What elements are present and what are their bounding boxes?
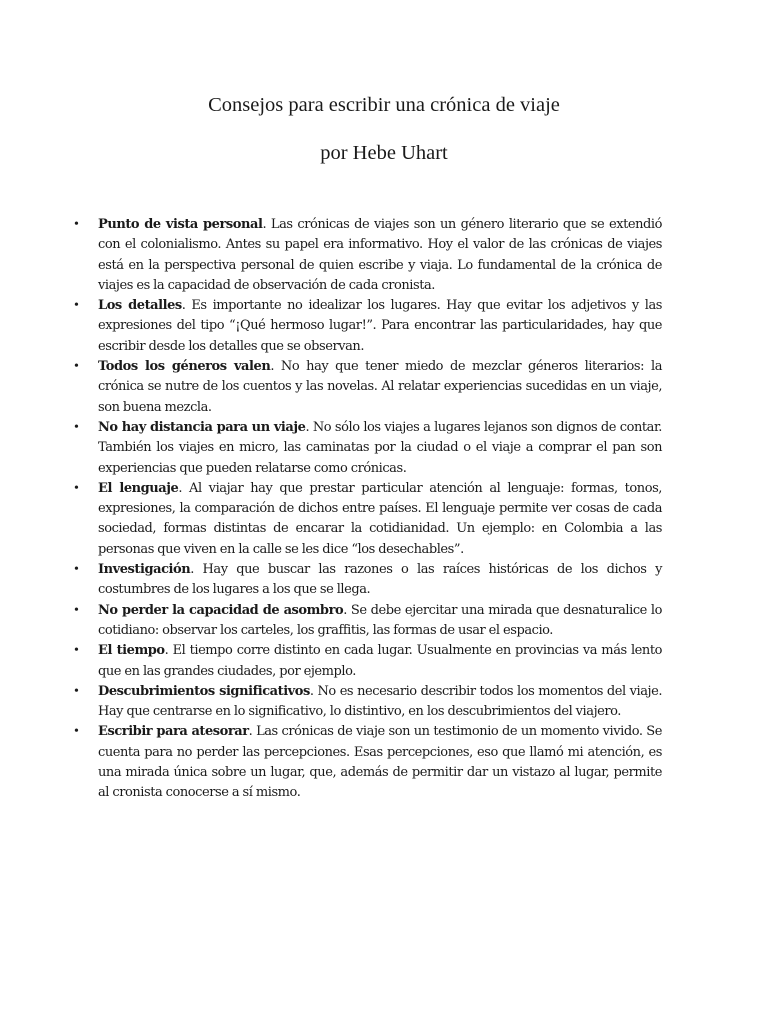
- list-item: [66, 682, 662, 723]
- bullet-icon: •: [74, 683, 79, 699]
- bullet-icon: •: [74, 359, 79, 375]
- tip-text: . No hay que tener miedo de mezclar géneros literarios: la crónica se nutre de los cuentos y las novelas. Al relatar experiencias sucedidas en un viaje, son buena mezcla.: [98, 359, 663, 415]
- tip-title: El lenguaje: [98, 480, 179, 496]
- list-item: [66, 296, 662, 357]
- tip-title: Descubrimientos significativos: [98, 683, 310, 699]
- bullet-icon: •: [74, 562, 79, 578]
- tip-title: El tiempo: [98, 643, 165, 659]
- list-item: [66, 479, 662, 560]
- tip-text: . Las crónicas de viaje son un testimonio de un momento vivido. Se cuenta para no perder las percepciones. Esas percepciones, eso que llamó mi atención, es una mirada única sobre un lugar, que, además de permitir dar un vistazo al lugar, permite al cronista conocerse a sí mismo.: [98, 724, 662, 801]
- bullet-icon: •: [74, 480, 79, 496]
- list-item: [66, 560, 662, 601]
- bullet-icon: •: [74, 298, 79, 314]
- list-item: [66, 215, 662, 296]
- bullet-icon: •: [74, 602, 79, 618]
- document-title: Consejos para escribir una crónica de viaje: [208, 94, 560, 116]
- list-item: [66, 418, 662, 479]
- tip-text: . Se debe ejercitar una mirada que desnaturalice lo cotidiano: observar los carteles, los graffitis, las formas de usar el espacio.: [98, 602, 662, 638]
- tip-title: Todos los géneros valen: [98, 359, 271, 375]
- tip-title: Investigación: [98, 562, 191, 578]
- tip-text: . Las crónicas de viajes son un género literario que se extendió con el colonialismo. Antes su papel era informativo. Hoy el valor de las crónicas de viajes está en la perspectiva personal de quien escribe y viaja. Lo fundamental de la crónica de viajes es la capacidad de observación de cada cronista.: [98, 217, 662, 293]
- bullet-icon: •: [74, 724, 79, 740]
- tip-text: . Hay que buscar las razones o las raíces históricas de los dichos y costumbres de los lugares a los que se llega.: [98, 562, 662, 598]
- tip-title: Escribir para atesorar: [98, 724, 249, 740]
- tip-text: . Es importante no idealizar los lugares. Hay que evitar los adjetivos y las expresiones del tipo “¡Qué hermoso lugar!”. Para encontrar las particularidades, hay que escribir desde los detalles que se observan.: [98, 298, 662, 354]
- tip-text: . El tiempo corre distinto en cada lugar. Usualmente en provincias va más lento que en las grandes ciudades, por ejemplo.: [98, 643, 662, 679]
- tip-title: No hay distancia para un viaje: [98, 419, 306, 435]
- tip-text: . No sólo los viajes a lugares lejanos son dignos de contar. También los viajes en micro, las caminatas por la ciudad o el viaje a comprar el pan son experiencias que pueden relatarse como crónicas.: [98, 419, 662, 476]
- tip-title: No perder la capacidad de asombro: [98, 602, 344, 618]
- tip-text: . Al viajar hay que prestar particular atención al lenguaje: formas, tonos, expresiones, la comparación de dichos entre países. El lenguaje permite ver cosas de cada sociedad, formas distintas de encarar la cotidianidad. Un ejemplo: en Colombia a las personas que viven en la calle se les dice “los desechables”.: [98, 480, 662, 557]
- tip-text: . No es necesario describir todos los momentos del viaje. Hay que centrarse en lo significativo, lo distintivo, en los descubrimientos del viajero.: [98, 683, 662, 720]
- bullet-icon: •: [74, 419, 79, 435]
- document-author: por Hebe Uhart: [320, 142, 448, 164]
- tip-title: Los detalles: [98, 298, 182, 314]
- list-item: [66, 641, 662, 682]
- list-item: [66, 601, 662, 642]
- list-item: [66, 357, 662, 418]
- tip-title: Punto de vista personal: [98, 217, 263, 232]
- tips-list: [66, 215, 662, 804]
- bullet-icon: •: [74, 643, 79, 659]
- list-item: [66, 722, 662, 803]
- bullet-icon: •: [74, 217, 79, 232]
